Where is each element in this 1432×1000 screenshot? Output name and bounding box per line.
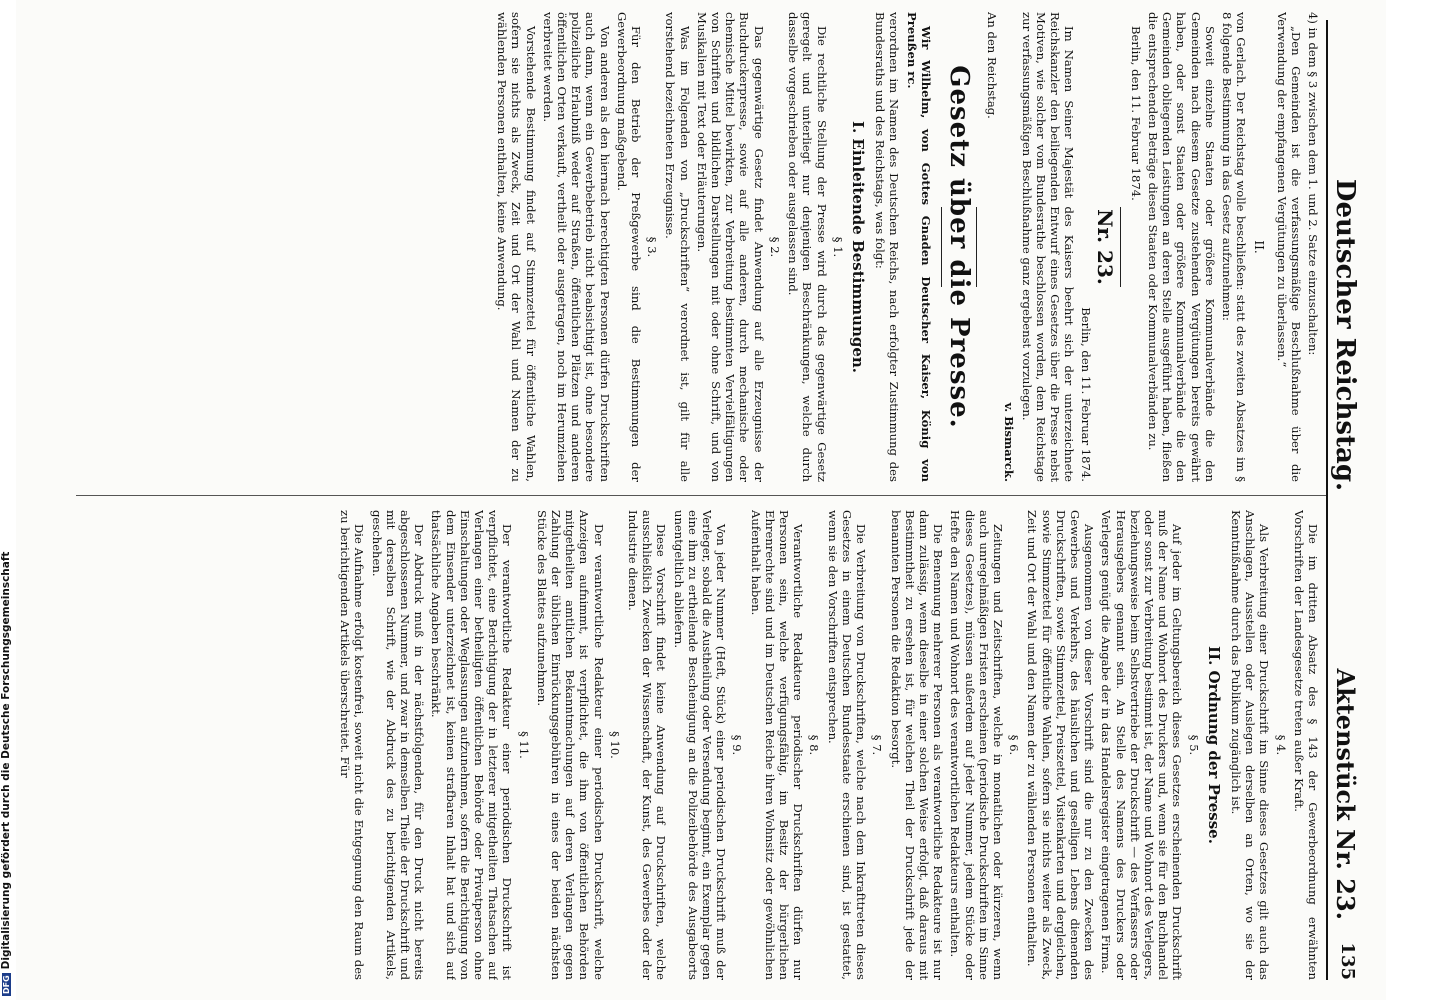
credit-text: Digitalisierung gefördert durch die Deutsche Forschungsgemeinschaft <box>0 551 12 970</box>
chapter-1-heading: I. Einleitende Bestimmungen. <box>848 120 867 374</box>
section-3-text-2: Von anderen als den hiernach berechtigten Personen dürfen Druckschriften auch dann, wenn ein Gewerbebetrieb nicht beabsichtigt ist, ohne besondere polizeiliche Erlaubniß weder auf Straßen, öffentlichen Plätzen und anderen öffentlichen Orten verkauft, vertheilt oder ausgetragen, noch im Herumziehen verbreitet werden. <box>540 12 612 482</box>
section-5: § 5. <box>1186 734 1201 756</box>
section-3-text-3: Vorstehende Bestimmung findet auf Stimmzettel für öffentliche Wahlen, sofern sie nichts als Zweck, Zeit und Ort der Wahl und Namen der zu wählenden Personen enthalten, keine Anwendung. <box>495 12 538 482</box>
column-divider <box>76 495 1326 496</box>
section-5-text: Auf jeder im Geltungsbereich dieses Gesetzes erscheinenden Druckschrift muß der Name und Wohnort des Druckers und, wenn sie für den Buchhandel oder sonst zur Verbreitung bestimmt ist, der Name und Wohnort des Verlegers, beziehungsweise beim Selbstvertriebe der Druckschrift — des Verfassers oder Herausgebers genannt sein. An Stelle des Namens des Druckers oder Verlegers genügt die Angabe der in das Handelsregister eingetragenen Firma. <box>1099 510 1185 980</box>
section-9: § 9. <box>730 734 745 756</box>
section-2-text-2: Was im Folgenden von „Druckschriften“ verordnet ist, gilt für alle vorstehend bezeichneten Erzeugnisse. <box>663 12 692 482</box>
section-4-text: Als Verbreitung einer Druckschrift im Sinne dieses Gesetzes gilt auch das Anschlagen, Ausstellen oder Auslegen derselben an Orten, wo sie der Kenntnißnahme durch das Publikum zugänglich ist. <box>1228 510 1272 980</box>
divider <box>976 207 977 287</box>
signature: v. Bismarck. <box>1002 402 1017 482</box>
page-number: 135 <box>1337 942 1358 980</box>
preamble: verordnen im Namen des Deutschen Reichs, nach erfolgter Zustimmung des Bundesraths und des Reichstags, was folgt: <box>873 12 902 482</box>
section-3-text: Für den Betrieb der Preßgewerbe sind die Bestimmungen der Gewerbeordnung maßgebend. <box>614 12 644 482</box>
running-header <box>1326 20 1366 980</box>
rotated-page <box>16 0 1386 1000</box>
chapter-2-heading: II. Ordnung der Presse. <box>1204 646 1223 844</box>
gerlach-motion: von Gerlach. Der Reichstag wolle beschließen: statt des zweiten Absatzes im § 8 folgende Bestimmung in das Gesetz aufzunehmen: <box>1219 12 1249 482</box>
footer <box>0 0 14 1000</box>
section-10: § 10. <box>607 731 622 759</box>
divider <box>941 207 942 287</box>
section-3: § 3. <box>645 236 660 258</box>
section-6-text: Zeitungen und Zeitschriften, welche in monatlichen oder kürzeren, wenn auch unregelmäßigen Fristen erscheinen (periodische Druckschriften im Sinne dieses Gesetzes), müssen außerdem auf jeder Nummer, jedem Stücke oder Hefte den Namen und Wohnort des verantwortlichen Redakteurs enthalten. <box>948 510 1005 980</box>
section-1-text: Die rechtliche Stellung der Presse wird durch das gegenwärtige Gesetz geregelt und unterliegt nur denjenigen Beschränkungen, welche durch dasselbe vorgeschrieben oder ausgelassen sind. <box>786 12 829 482</box>
funding-credit <box>0 551 12 1000</box>
section-11: § 11. <box>516 731 531 759</box>
section-2-text: Das gegenwärtige Gesetz findet Anwendung auf alle Erzeugnisse der Buchdruckerpresse, sowie auf alle anderen, durch mechanische oder chemische Mittel bewirkten, zur Verbreitung bestimmten Vervielfältigungen von Schriften und bildlichen Darstellungen mit oder ohne Schrift, und von Musikalien mit Text oder Erläuterungen. <box>694 12 766 482</box>
running-title: Deutscher Reichstag. <box>1330 178 1360 492</box>
section-11-text-2: Der Abdruck muß in der nächstfolgenden, für den Druck nicht bereits abgeschlossenen Nummer, und zwar in demselben Theile der Druckschrift und mit derselben Schrift, wie der Abdruck des zu berichtigenden Artikels, geschehen. <box>369 510 427 980</box>
addressee: An den Reichstag. <box>985 12 1000 119</box>
section-9-text-2: Diese Vorschrift findet keine Anwendung auf Druckschriften, welche ausschließlich Zwecken der Wissenschaft, der Kunst, des Gewerbes oder der Industrie dienen. <box>626 510 669 980</box>
section-8-text: Verantwortliche Redakteure periodischer Druckschriften dürfen nur Personen sein, welche verfügungsfähig, im Besitz der bürgerlichen Ehrenrechte sind und im Deutschen Reiche ihren Wohnsitz oder gewöhnlichen Aufenthalt haben. <box>748 510 806 980</box>
section-9-text: Von jeder Nummer (Heft, Stück) einer periodischen Druckschrift muß der Verleger, sobald die Austheilung oder Versendung beginnt, ein Exemplar gegen eine ihm zu ertheilende Bescheinigung an die Polizeibehörde des Ausgabeorts unentgeltlich abliefern. <box>671 510 729 980</box>
gerlach-quote: Soweit einzelne Staaten oder größere Kommunalverbände die den Gemeinden nach diesem Gesetze zustehenden Vergütungen bereits gewährt haben, oder sonst Staaten oder größere Kommunalverbände die den Gemeinden obliegenden Leistungen an deren Stelle ausgeführt haben, fließen die entsprechenden Beträge diesen Staaten oder Kommunalverbänden zu. <box>1145 12 1217 482</box>
roman-ii: II. <box>1252 240 1267 254</box>
header-rule <box>1326 20 1328 980</box>
divider <box>1120 207 1121 287</box>
left-column <box>46 12 1320 482</box>
section-6-text-2: Die Benennung mehrerer Personen als verantwortliche Redakteure ist nur dann zulässig, wenn dieselbe in einer solchen Weise erfolgt, daß daraus mit Bestimmtheit zu ersehen ist, für welchen Theil der Druckschrift jede der benannten Personen die Redaktion besorgt. <box>888 510 946 980</box>
gerlach-date: Berlin, den 11. Februar 1874. <box>1128 26 1143 201</box>
attachment-number: Aktenstück Nr. 23. <box>1331 668 1360 920</box>
section-4: § 4. <box>1273 734 1288 756</box>
preamble-names: Wir Wilhelm, von Gottes Gnaden Deutscher Kaiser, König von Preußen rc. <box>904 12 933 482</box>
section-7: § 7. <box>870 734 885 756</box>
item-4-quote: „Den Gemeinden ist die verfassungsmäßige Beschlußnahme über die Verwendung der empfangenen Vergütungen zu überlassen.“ <box>1274 12 1303 482</box>
document-number: Nr. 23. <box>1092 209 1117 285</box>
dfg-logo-icon: DFG <box>2 975 11 994</box>
section-2: § 2. <box>767 236 782 258</box>
section-5-text-2: Ausgenommen von dieser Vorschrift sind die nur zu den Zwecken des Gewerbes und Verkehrs, des häuslichen und geselligen Lebens dienenden Druckschriften, sowie Stimmzettel, Preiszettel, Visitenkarten und dergleichen, sowie Stimmzettel für öffentliche Wahlen, sofern sie nichts weiter als Zweck, Zeit und Ort der Wahl und den Namen der zu wählenden Personen enthalten. <box>1025 510 1097 980</box>
section-8: § 8. <box>807 734 822 756</box>
section-6: § 6. <box>1007 734 1022 756</box>
section-7-text: Die Verbreitung von Druckschriften, welche nach dem Inkrafttreten dieses Gesetzes in einem Deutschen Bundesstaate erschienen sind, ist gestattet, wenn sie den Vorschriften entsprechen. <box>825 510 869 980</box>
item-4: 4) in dem § 3 zwischen dem 1. und 2. Satze einzuschalten: <box>1306 12 1320 356</box>
law-title: Gesetz über die Presse. <box>943 65 974 429</box>
section-11-text: Der verantwortliche Redakteur einer periodischen Druckschrift ist verpflichtet, eine Berichtigung der in letzterer mitgetheilten Thatsachen auf Verlangen einer betheiligten öffentlichen Behörde oder Privatperson ohne Einschaltungen oder Weglassungen aufzunehmen, sofern die Berichtigung von dem Einsender unterzeichnet ist, keinen strafbaren Inhalt hat und sich auf thatsächliche Angaben beschränkt. <box>429 510 515 980</box>
section-1: § 1. <box>830 236 845 258</box>
section-11-text-3: Die Aufnahme erfolgt kostenfrei, soweit nicht die Entgegnung den Raum des zu berichtigenden Artikels überschreitet. Für <box>338 510 367 980</box>
section-10-text: Der verantwortliche Redakteur einer periodischen Druckschrift, welche Anzeigen aufnimmt, ist verpflichtet, die ihm von öffentlichen Behörden mitgetheilten amtlichen Bekanntmachungen auf deren Verlangen gegen Zahlung der üblichen Einrückungsgebühren in eines der beiden nächsten Stücke des Blattes aufzunehmen. <box>534 510 606 980</box>
continuation-text: Die im dritten Absatz des § 143 der Gewerbeordnung erwähnten Vorschriften der Landesgesetze treten außer Kraft. <box>1291 510 1320 980</box>
dateline: Berlin, den 11. Februar 1874. <box>1079 307 1094 482</box>
right-column <box>46 510 1320 980</box>
intro-text: Im Namen Seiner Majestät des Kaisers beehrt sich der unterzeichnete Reichskanzler den beiliegenden Entwurf eines Gesetzes über die Presse nebst Motiven, wie solcher vom Bundesrathe beschlossen worden, dem Reichstage zur verfassungsmäßigen Beschlußnahme ganz ergebenst vorzulegen. <box>1019 12 1077 482</box>
